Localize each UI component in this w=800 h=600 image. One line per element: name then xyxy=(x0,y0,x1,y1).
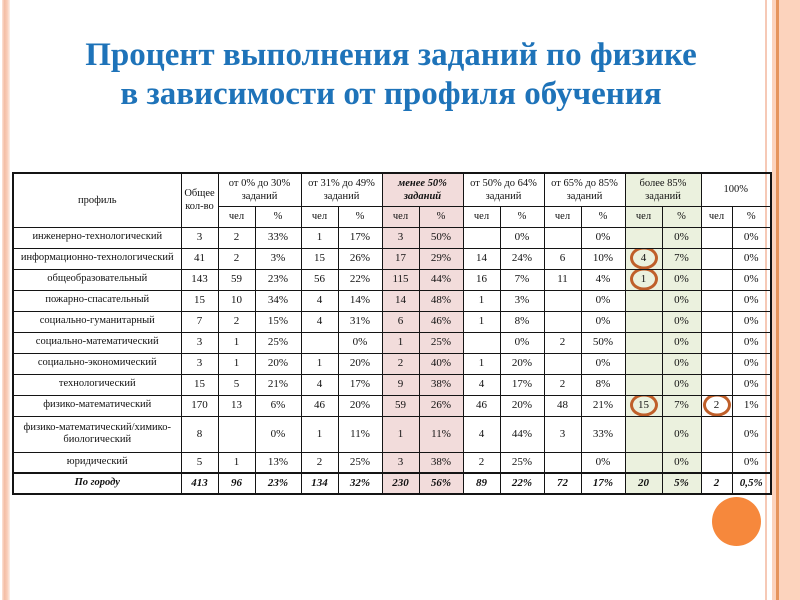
subheader-people-5: чел xyxy=(625,206,662,227)
table-cell: 20 xyxy=(625,473,662,494)
table-cell xyxy=(625,353,662,374)
table-cell: 1 xyxy=(218,353,255,374)
table-cell: 96 xyxy=(218,473,255,494)
table-cell: 2 xyxy=(218,248,255,269)
table-cell xyxy=(625,416,662,452)
table-cell: 4% xyxy=(581,269,625,290)
table-cell: 13% xyxy=(255,452,301,473)
subheader-people-4: чел xyxy=(544,206,581,227)
table-cell: 2 xyxy=(382,353,419,374)
table-cell: 8% xyxy=(500,311,544,332)
table-cell: 32% xyxy=(338,473,382,494)
table-cell: 0% xyxy=(581,227,625,248)
table-cell: 38% xyxy=(419,452,463,473)
table-cell: 7% xyxy=(662,395,701,416)
table-cell xyxy=(701,395,732,416)
table-cell: 4 xyxy=(301,311,338,332)
subheader-percent-6: % xyxy=(732,206,771,227)
total-count-cell: 5 xyxy=(181,452,218,473)
table-cell: 0% xyxy=(732,332,771,353)
table-cell: 72 xyxy=(544,473,581,494)
table-cell: 1 xyxy=(218,332,255,353)
table-cell: 6% xyxy=(255,395,301,416)
results-table xyxy=(12,172,772,495)
profile-name-cell: общеобразовательный xyxy=(13,269,181,290)
table-cell: 2 xyxy=(301,452,338,473)
table-cell: 31% xyxy=(338,311,382,332)
table-cell: 21% xyxy=(255,374,301,395)
table-cell: 1 xyxy=(218,452,255,473)
profile-name-cell: инженерно-технологический xyxy=(13,227,181,248)
table-cell: 2 xyxy=(544,374,581,395)
table-cell: 134 xyxy=(301,473,338,494)
table-cell xyxy=(701,248,732,269)
table-cell: 59 xyxy=(218,269,255,290)
table-cell: 11 xyxy=(544,269,581,290)
table-cell: 0% xyxy=(338,332,382,353)
column-header-group-2: менее 50% заданий xyxy=(382,173,463,206)
table-cell xyxy=(701,269,732,290)
subheader-people-2: чел xyxy=(382,206,419,227)
table-cell: 0% xyxy=(581,290,625,311)
table-cell: 11% xyxy=(338,416,382,452)
table-cell xyxy=(544,290,581,311)
table-cell: 25% xyxy=(419,332,463,353)
subheader-percent-1: % xyxy=(338,206,382,227)
table-cell: 0% xyxy=(662,416,701,452)
table-cell: 25% xyxy=(500,452,544,473)
table-cell: 1% xyxy=(732,395,771,416)
table-cell: 6 xyxy=(544,248,581,269)
table-cell: 0% xyxy=(732,248,771,269)
table-cell: 0% xyxy=(255,416,301,452)
table-cell: 17% xyxy=(581,473,625,494)
subheader-people-1: чел xyxy=(301,206,338,227)
table-cell: 7% xyxy=(500,269,544,290)
table-cell: 0% xyxy=(732,311,771,332)
table-cell: 13 xyxy=(218,395,255,416)
subheader-people-0: чел xyxy=(218,206,255,227)
subheader-percent-4: % xyxy=(581,206,625,227)
total-count-cell: 3 xyxy=(181,332,218,353)
table-cell: 9 xyxy=(382,374,419,395)
profile-name-cell: По городу xyxy=(13,473,181,494)
table-cell: 15% xyxy=(255,311,301,332)
column-header-group-6: 100% xyxy=(701,173,771,206)
table-cell: 115 xyxy=(382,269,419,290)
table-cell: 2 xyxy=(701,473,732,494)
table-cell: 24% xyxy=(500,248,544,269)
table-cell: 20% xyxy=(255,353,301,374)
table-cell: 46% xyxy=(419,311,463,332)
total-count-cell: 15 xyxy=(181,374,218,395)
profile-name-cell: физико-математический xyxy=(13,395,181,416)
table-cell xyxy=(625,332,662,353)
table-cell xyxy=(463,227,500,248)
total-count-cell: 3 xyxy=(181,353,218,374)
table-cell: 0% xyxy=(581,452,625,473)
table-cell: 1 xyxy=(301,227,338,248)
column-header-group-1: от 31% до 49% заданий xyxy=(301,173,382,206)
table-cell: 16 xyxy=(463,269,500,290)
table-cell: 17% xyxy=(500,374,544,395)
table-cell: 14 xyxy=(463,248,500,269)
table-cell: 0% xyxy=(662,227,701,248)
table-row xyxy=(13,227,771,248)
table-cell xyxy=(701,374,732,395)
total-count-cell: 8 xyxy=(181,416,218,452)
table-cell xyxy=(701,227,732,248)
table-cell: 23% xyxy=(255,269,301,290)
table-cell xyxy=(701,332,732,353)
table-cell: 33% xyxy=(255,227,301,248)
column-header-group-5: более 85% заданий xyxy=(625,173,701,206)
table-cell: 59 xyxy=(382,395,419,416)
table-cell: 46 xyxy=(463,395,500,416)
table-cell: 2 xyxy=(218,227,255,248)
table-cell: 1 xyxy=(382,416,419,452)
table-cell: 4 xyxy=(301,290,338,311)
table-cell xyxy=(625,374,662,395)
table-cell: 26% xyxy=(419,395,463,416)
table-cell: 46 xyxy=(301,395,338,416)
table-cell: 1 xyxy=(382,332,419,353)
table-cell: 8% xyxy=(581,374,625,395)
profile-name-cell: социально-математический xyxy=(13,332,181,353)
left-border-stripe-decoration xyxy=(2,0,10,600)
highlight-circle-annotation: 15 xyxy=(638,399,649,412)
table-row xyxy=(13,374,771,395)
table-cell: 1 xyxy=(301,353,338,374)
table-cell: 7% xyxy=(662,248,701,269)
column-header-group-4: от 65% до 85% заданий xyxy=(544,173,625,206)
table-cell: 0% xyxy=(732,290,771,311)
table-cell xyxy=(701,353,732,374)
right-dark-stripe-decoration xyxy=(776,0,779,600)
table-cell: 2 xyxy=(218,311,255,332)
table-cell xyxy=(701,290,732,311)
table-row xyxy=(13,353,771,374)
table-cell: 0% xyxy=(662,269,701,290)
highlight-circle-annotation: 4 xyxy=(638,252,650,265)
orange-circle-decoration xyxy=(712,497,761,546)
profile-name-cell: физико-математический/химико-биологический xyxy=(13,416,181,452)
table-cell: 0% xyxy=(500,332,544,353)
table-cell: 21% xyxy=(581,395,625,416)
total-count-cell: 15 xyxy=(181,290,218,311)
table-cell: 50% xyxy=(581,332,625,353)
table-cell: 0% xyxy=(662,452,701,473)
table-cell: 3 xyxy=(544,416,581,452)
table-cell xyxy=(463,332,500,353)
total-count-cell: 7 xyxy=(181,311,218,332)
table-cell: 0% xyxy=(732,227,771,248)
table-cell xyxy=(301,332,338,353)
table-cell: 11% xyxy=(419,416,463,452)
table-cell: 22% xyxy=(500,473,544,494)
table-cell: 17% xyxy=(338,374,382,395)
table-cell: 1 xyxy=(463,353,500,374)
table-cell: 0% xyxy=(732,353,771,374)
profile-name-cell: технологический xyxy=(13,374,181,395)
table-cell: 89 xyxy=(463,473,500,494)
table-row xyxy=(13,332,771,353)
table-cell xyxy=(701,452,732,473)
table-cell: 0% xyxy=(662,311,701,332)
table-cell xyxy=(625,227,662,248)
table-cell xyxy=(625,311,662,332)
table-row xyxy=(13,452,771,473)
table-row xyxy=(13,416,771,452)
table-cell: 0% xyxy=(662,290,701,311)
table-cell xyxy=(625,290,662,311)
table-cell: 10% xyxy=(581,248,625,269)
table-cell: 15 xyxy=(301,248,338,269)
table-row xyxy=(13,269,771,290)
subheader-percent-0: % xyxy=(255,206,301,227)
table-cell: 0% xyxy=(500,227,544,248)
table-cell: 23% xyxy=(255,473,301,494)
table-cell: 4 xyxy=(463,374,500,395)
table-cell xyxy=(701,416,732,452)
table-cell: 25% xyxy=(338,452,382,473)
table-row xyxy=(13,290,771,311)
profile-name-cell: юридический xyxy=(13,452,181,473)
table-row xyxy=(13,311,771,332)
table-cell: 6 xyxy=(382,311,419,332)
table-cell: 0,5% xyxy=(732,473,771,494)
table-cell: 20% xyxy=(338,395,382,416)
table-cell: 3% xyxy=(255,248,301,269)
profile-name-cell: пожарно-спасательный xyxy=(13,290,181,311)
table-cell xyxy=(625,248,662,269)
total-count-cell: 413 xyxy=(181,473,218,494)
table-cell: 48% xyxy=(419,290,463,311)
table-cell xyxy=(218,416,255,452)
table-cell: 1 xyxy=(463,311,500,332)
table-cell: 20% xyxy=(500,395,544,416)
table-cell: 17 xyxy=(382,248,419,269)
total-count-cell: 143 xyxy=(181,269,218,290)
table-cell: 29% xyxy=(419,248,463,269)
table-cell xyxy=(625,452,662,473)
table-cell: 0% xyxy=(732,416,771,452)
table-cell: 48 xyxy=(544,395,581,416)
table-cell: 1 xyxy=(463,290,500,311)
column-header-profile: профиль xyxy=(13,173,181,227)
table-cell: 25% xyxy=(255,332,301,353)
table-cell: 0% xyxy=(662,374,701,395)
table-cell: 0% xyxy=(732,374,771,395)
highlight-circle-annotation: 2 xyxy=(711,399,723,412)
total-count-cell: 41 xyxy=(181,248,218,269)
table-cell: 0% xyxy=(662,332,701,353)
table-cell: 2 xyxy=(544,332,581,353)
table-cell: 4 xyxy=(301,374,338,395)
total-count-cell: 3 xyxy=(181,227,218,248)
table-cell: 50% xyxy=(419,227,463,248)
subheader-people-6: чел xyxy=(701,206,732,227)
subheader-percent-2: % xyxy=(419,206,463,227)
column-header-total: Общее кол-во xyxy=(181,173,218,227)
highlight-circle-annotation: 1 xyxy=(638,273,650,286)
table-cell: 1 xyxy=(301,416,338,452)
total-count-cell: 170 xyxy=(181,395,218,416)
profile-name-cell: социально-гуманитарный xyxy=(13,311,181,332)
table-cell xyxy=(625,269,662,290)
table-cell: 10 xyxy=(218,290,255,311)
table-cell: 3 xyxy=(382,452,419,473)
table-cell: 44% xyxy=(500,416,544,452)
profile-name-cell: информационно-технологический xyxy=(13,248,181,269)
table-cell: 3% xyxy=(500,290,544,311)
slide-title-line1: Процент выполнения заданий по физике xyxy=(85,37,697,73)
table-cell: 4 xyxy=(463,416,500,452)
table-cell: 38% xyxy=(419,374,463,395)
subheader-percent-3: % xyxy=(500,206,544,227)
table-cell xyxy=(625,395,662,416)
table-cell: 0% xyxy=(581,311,625,332)
table-cell: 14 xyxy=(382,290,419,311)
table-cell: 5 xyxy=(218,374,255,395)
table-cell xyxy=(701,311,732,332)
table-cell: 17% xyxy=(338,227,382,248)
slide-title-line2: в зависимости от профиля обучения xyxy=(120,75,662,112)
table-cell: 230 xyxy=(382,473,419,494)
profile-name-cell: социально-экономический xyxy=(13,353,181,374)
table-cell xyxy=(544,311,581,332)
table-cell: 56% xyxy=(419,473,463,494)
column-header-group-3: от 50% до 64% заданий xyxy=(463,173,544,206)
table-cell: 40% xyxy=(419,353,463,374)
subheader-people-3: чел xyxy=(463,206,500,227)
table-cell: 44% xyxy=(419,269,463,290)
table-cell: 20% xyxy=(500,353,544,374)
column-header-group-0: от 0% до 30% заданий xyxy=(218,173,301,206)
table-cell: 5% xyxy=(662,473,701,494)
subheader-percent-5: % xyxy=(662,206,701,227)
slide-title xyxy=(28,36,754,114)
table-row xyxy=(13,395,771,416)
table-cell: 2 xyxy=(463,452,500,473)
table-cell: 0% xyxy=(581,353,625,374)
table-cell xyxy=(544,353,581,374)
table-cell: 0% xyxy=(732,269,771,290)
table-cell: 20% xyxy=(338,353,382,374)
table-cell: 56 xyxy=(301,269,338,290)
table-cell: 33% xyxy=(581,416,625,452)
table-cell: 34% xyxy=(255,290,301,311)
table-cell: 0% xyxy=(732,452,771,473)
table-cell: 0% xyxy=(662,353,701,374)
table-cell xyxy=(544,227,581,248)
table-cell: 14% xyxy=(338,290,382,311)
table-cell xyxy=(544,452,581,473)
table-cell: 3 xyxy=(382,227,419,248)
table-row xyxy=(13,248,771,269)
table-row xyxy=(13,473,771,494)
table-cell: 26% xyxy=(338,248,382,269)
table-cell: 22% xyxy=(338,269,382,290)
